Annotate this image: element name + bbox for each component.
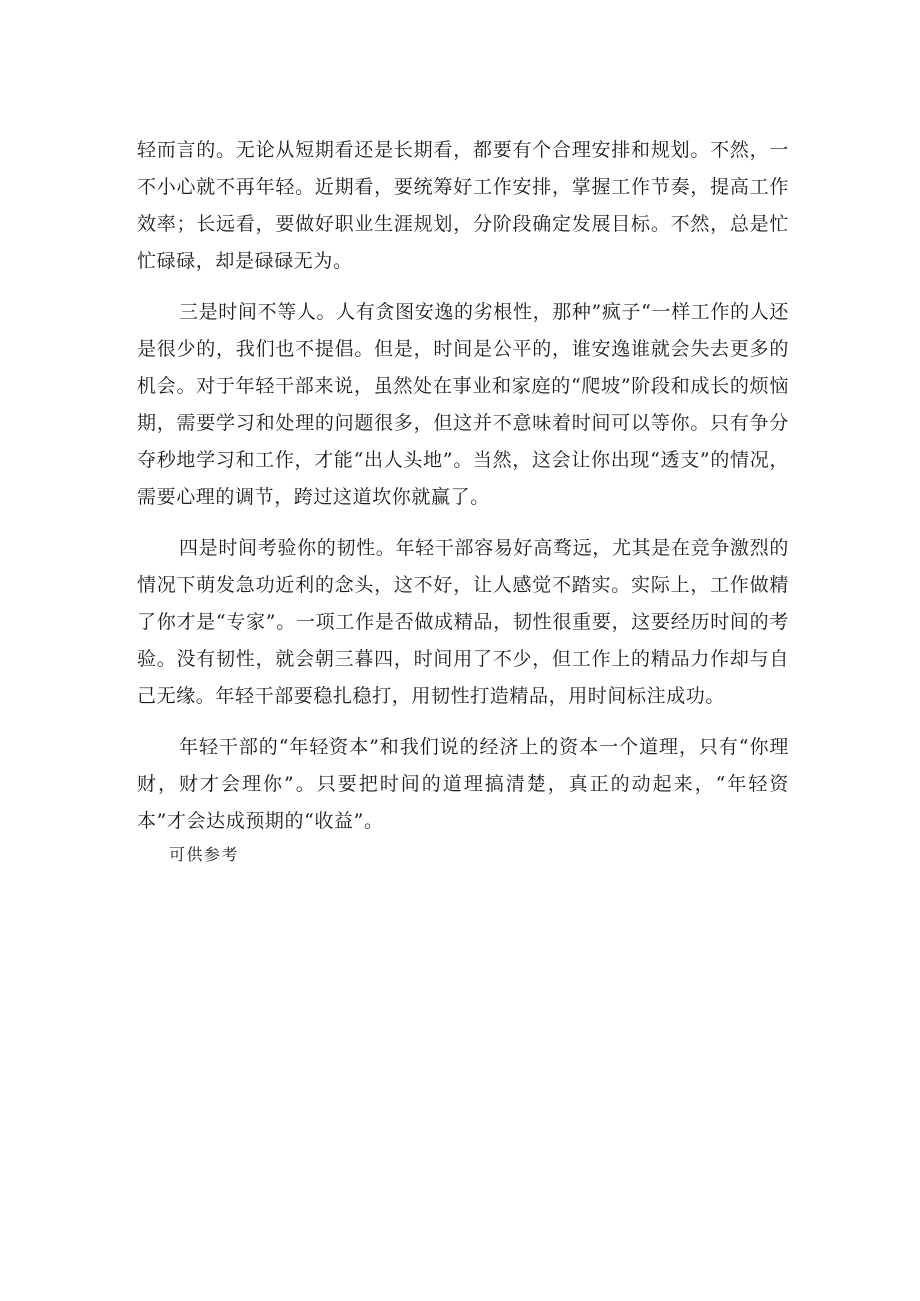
- closing-note: 可供参考: [169, 845, 240, 864]
- paragraph-time-waits-for-no-one: 三是时间不等人。人有贪图安逸的劣根性，那种”疯子“一样工作的人还是很少的，我们也不提倡。但是，时间是公平的，谁安逸谁就会失去更多的机会。对于年轻干部来说，虽然处在事业和家庭的“爬坡”阶段和成长的烦恼期，需要学习和处理的问题很多，但这并不意味着时间可以等你。只有争分夺秒地学习和工作，才能“出人头地”。当然，这会让你出现“透支”的情况，需要心理的调节，跨过这道坎你就赢了。: [137, 301, 789, 508]
- paragraph-continuation: 轻而言的。无论从短期看还是长期看，都要有个合理安排和规划。不然，一不小心就不再年轻。近期看，要统筹好工作安排，掌握工作节奏，提高工作效率；长远看，要做好职业生涯规划，分阶段确定发展目标。不然，总是忙忙碌碌，却是碌碌无为。: [137, 139, 789, 272]
- paragraph-time-tests-resilience: 四是时间考验你的韧性。年轻干部容易好高骛远，尤其是在竞争激烈的情况下萌发急功近利的念头，这不好，让人感觉不踏实。实际上，工作做精了你才是“专家”。一项工作是否做成精品，韧性很重要，这要经历时间的考验。没有韧性，就会朝三暮四，时间用了不少，但工作上的精品力作却与自己无缘。年轻干部要稳扎稳打，用韧性打造精品，用时间标注成功。: [137, 537, 789, 707]
- paragraph-youth-capital: 年轻干部的“年轻资本”和我们说的经济上的资本一个道理，只有“你理财，财才会理你”。只要把时间的道理搞清楚，真正的动起来，“年轻资本”才会达成预期的“收益”。: [137, 736, 789, 832]
- document-body: [137, 132, 789, 868]
